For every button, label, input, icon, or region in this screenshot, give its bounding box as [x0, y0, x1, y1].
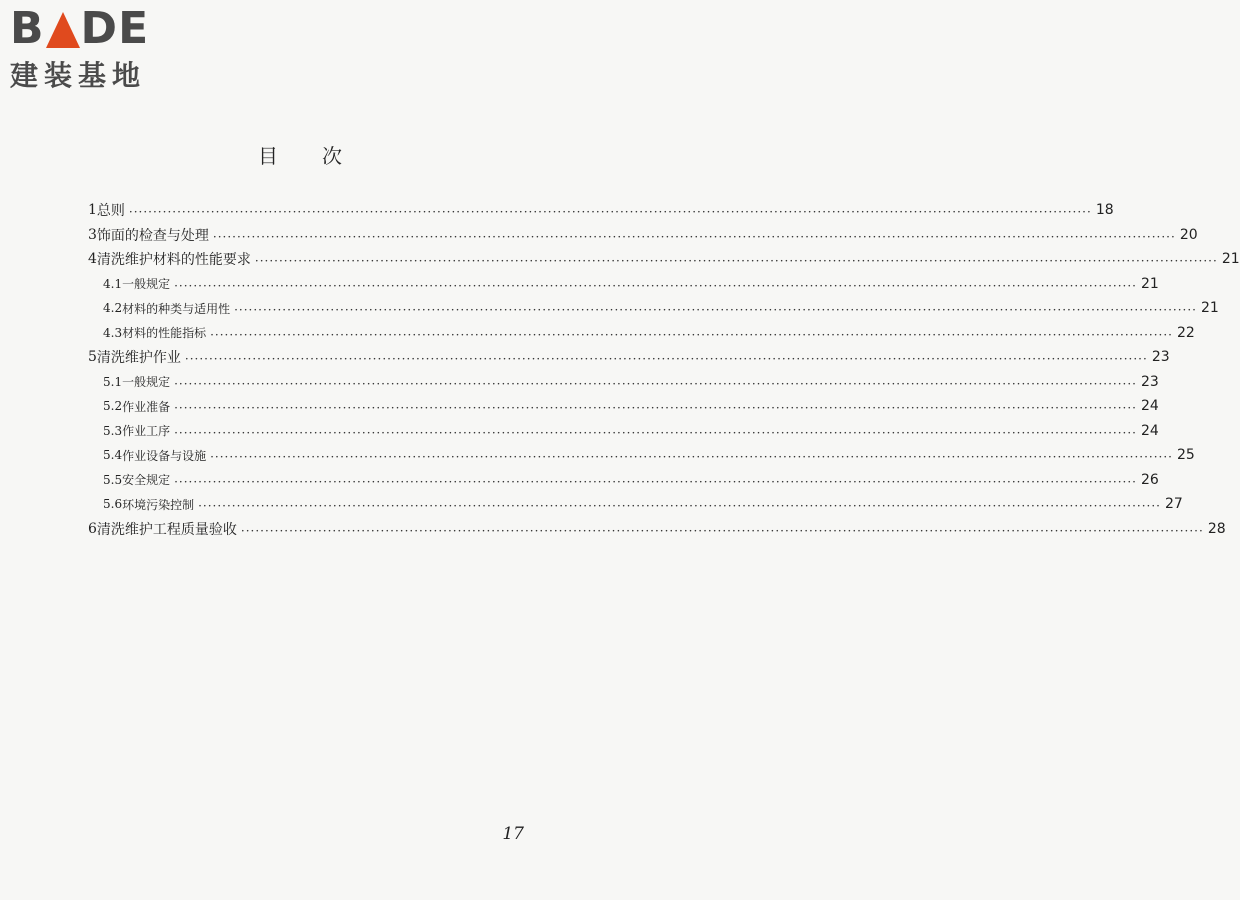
toc-leader-dots: ········································································································································································································ — [254, 254, 1218, 268]
toc-entry-number: 5.3 — [103, 423, 123, 438]
toc-entry-number: 4.1 — [103, 276, 123, 291]
toc-entry-page: 23 — [1151, 349, 1170, 365]
toc-entry-page: 23 — [1141, 373, 1159, 390]
toc-entry-label: 一般规定 — [122, 375, 171, 389]
toc-entry[interactable] — [103, 296, 1219, 320]
toc-entry[interactable] — [88, 223, 1198, 247]
toc-leader-dots: ········································································································································································································ — [174, 376, 1137, 391]
toc-entry-number: 5 — [88, 349, 97, 365]
toc-leader-dots: ········································································································································································································ — [184, 352, 1148, 366]
toc-entry-page: 24 — [1141, 422, 1159, 439]
toc-entry-number: 5.4 — [103, 448, 123, 462]
toc-entry-number: 5.2 — [103, 399, 123, 413]
toc-leader-dots: ········································································································································································································ — [128, 205, 1092, 219]
toc-entry-page: 25 — [1177, 447, 1195, 463]
toc-entry-number: 5.5 — [103, 472, 123, 487]
toc-entry-page: 26 — [1141, 471, 1159, 488]
toc-entry-page: 21 — [1221, 251, 1240, 267]
toc-entry-number: 4.3 — [103, 325, 123, 340]
logo — [10, 3, 180, 94]
toc-entry[interactable] — [103, 468, 1159, 492]
toc-entry[interactable] — [88, 345, 1170, 369]
toc-entry-label: 环境污染控制 — [122, 497, 195, 512]
toc-entry-number: 6 — [88, 520, 97, 537]
toc-entry-label: 一般规定 — [122, 277, 171, 291]
toc-entry[interactable] — [103, 492, 1183, 516]
toc-entry[interactable] — [88, 247, 1240, 271]
toc-leader-dots: ········································································································································································································ — [174, 401, 1137, 415]
toc-entry-page: 21 — [1141, 275, 1159, 292]
toc-leader-dots: ········································································································································································································ — [174, 278, 1137, 293]
toc-leader-dots: ········································································································································································································ — [174, 425, 1137, 440]
toc-entry[interactable] — [88, 517, 1226, 541]
toc-leader-dots: ········································································································································································································ — [234, 303, 1197, 317]
toc-entry-label: 作业准备 — [122, 399, 171, 414]
logo-letter-b: B — [10, 3, 45, 54]
toc-entry-label: 作业设备与设施 — [122, 448, 207, 463]
toc-entry-page: 21 — [1201, 300, 1219, 316]
toc-entry-label: 清洗维护工程质量验收 — [96, 521, 237, 538]
toc-leader-dots: ········································································································································································································ — [240, 523, 1204, 538]
toc-entry-label: 材料的种类与适用性 — [122, 301, 231, 316]
toc-entry-label: 作业工序 — [122, 424, 171, 438]
toc-leader-dots: ········································································································································································································ — [210, 450, 1173, 464]
toc-entry-label: 材料的性能指标 — [122, 326, 207, 340]
toc-leader-dots: ········································································································································································································ — [212, 229, 1176, 244]
toc-entry[interactable] — [103, 419, 1159, 443]
toc-leader-dots: ········································································································································································································ — [174, 474, 1137, 489]
toc-leader-dots: ········································································································································································································ — [210, 327, 1173, 342]
toc-entry-page: 28 — [1207, 520, 1226, 537]
toc-entry-label: 清洗维护作业 — [96, 350, 181, 366]
toc-entry-number: 1 — [88, 202, 97, 218]
page-number: 17 — [502, 824, 524, 844]
toc-entry-label: 清洗维护材料的性能要求 — [96, 252, 251, 268]
toc-entry-page: 22 — [1177, 324, 1195, 341]
toc-entry[interactable] — [103, 321, 1195, 345]
toc-entry[interactable] — [103, 272, 1159, 296]
toc-entry[interactable] — [103, 370, 1159, 394]
toc-entry-page: 24 — [1141, 398, 1159, 414]
toc-entry-page: 27 — [1165, 496, 1183, 512]
toc-entry-number: 5.6 — [103, 497, 123, 511]
logo-wordmark — [10, 3, 180, 54]
toc-entry-number: 3 — [88, 226, 97, 243]
toc-entry-number: 4 — [88, 251, 97, 267]
page-title: 目次 — [258, 144, 386, 168]
toc-entry[interactable] — [88, 198, 1114, 222]
toc-entry-label: 总则 — [96, 203, 125, 219]
toc-entry-number: 4.2 — [103, 301, 123, 315]
toc-entry-number: 5.1 — [103, 374, 123, 389]
logo-a-triangle-icon — [46, 12, 80, 52]
toc-leader-dots: ········································································································································································································ — [198, 499, 1161, 513]
toc-entry-page: 20 — [1179, 226, 1198, 243]
toc-entry-label: 饰面的检查与处理 — [96, 227, 209, 244]
logo-subtitle: 建装基地 — [10, 59, 147, 92]
toc-entry-page: 18 — [1095, 202, 1114, 218]
logo-letters-de: DE — [80, 3, 150, 54]
toc-entry-label: 安全规定 — [122, 473, 171, 487]
toc-entry[interactable] — [103, 394, 1159, 418]
toc-entry[interactable] — [103, 443, 1195, 467]
